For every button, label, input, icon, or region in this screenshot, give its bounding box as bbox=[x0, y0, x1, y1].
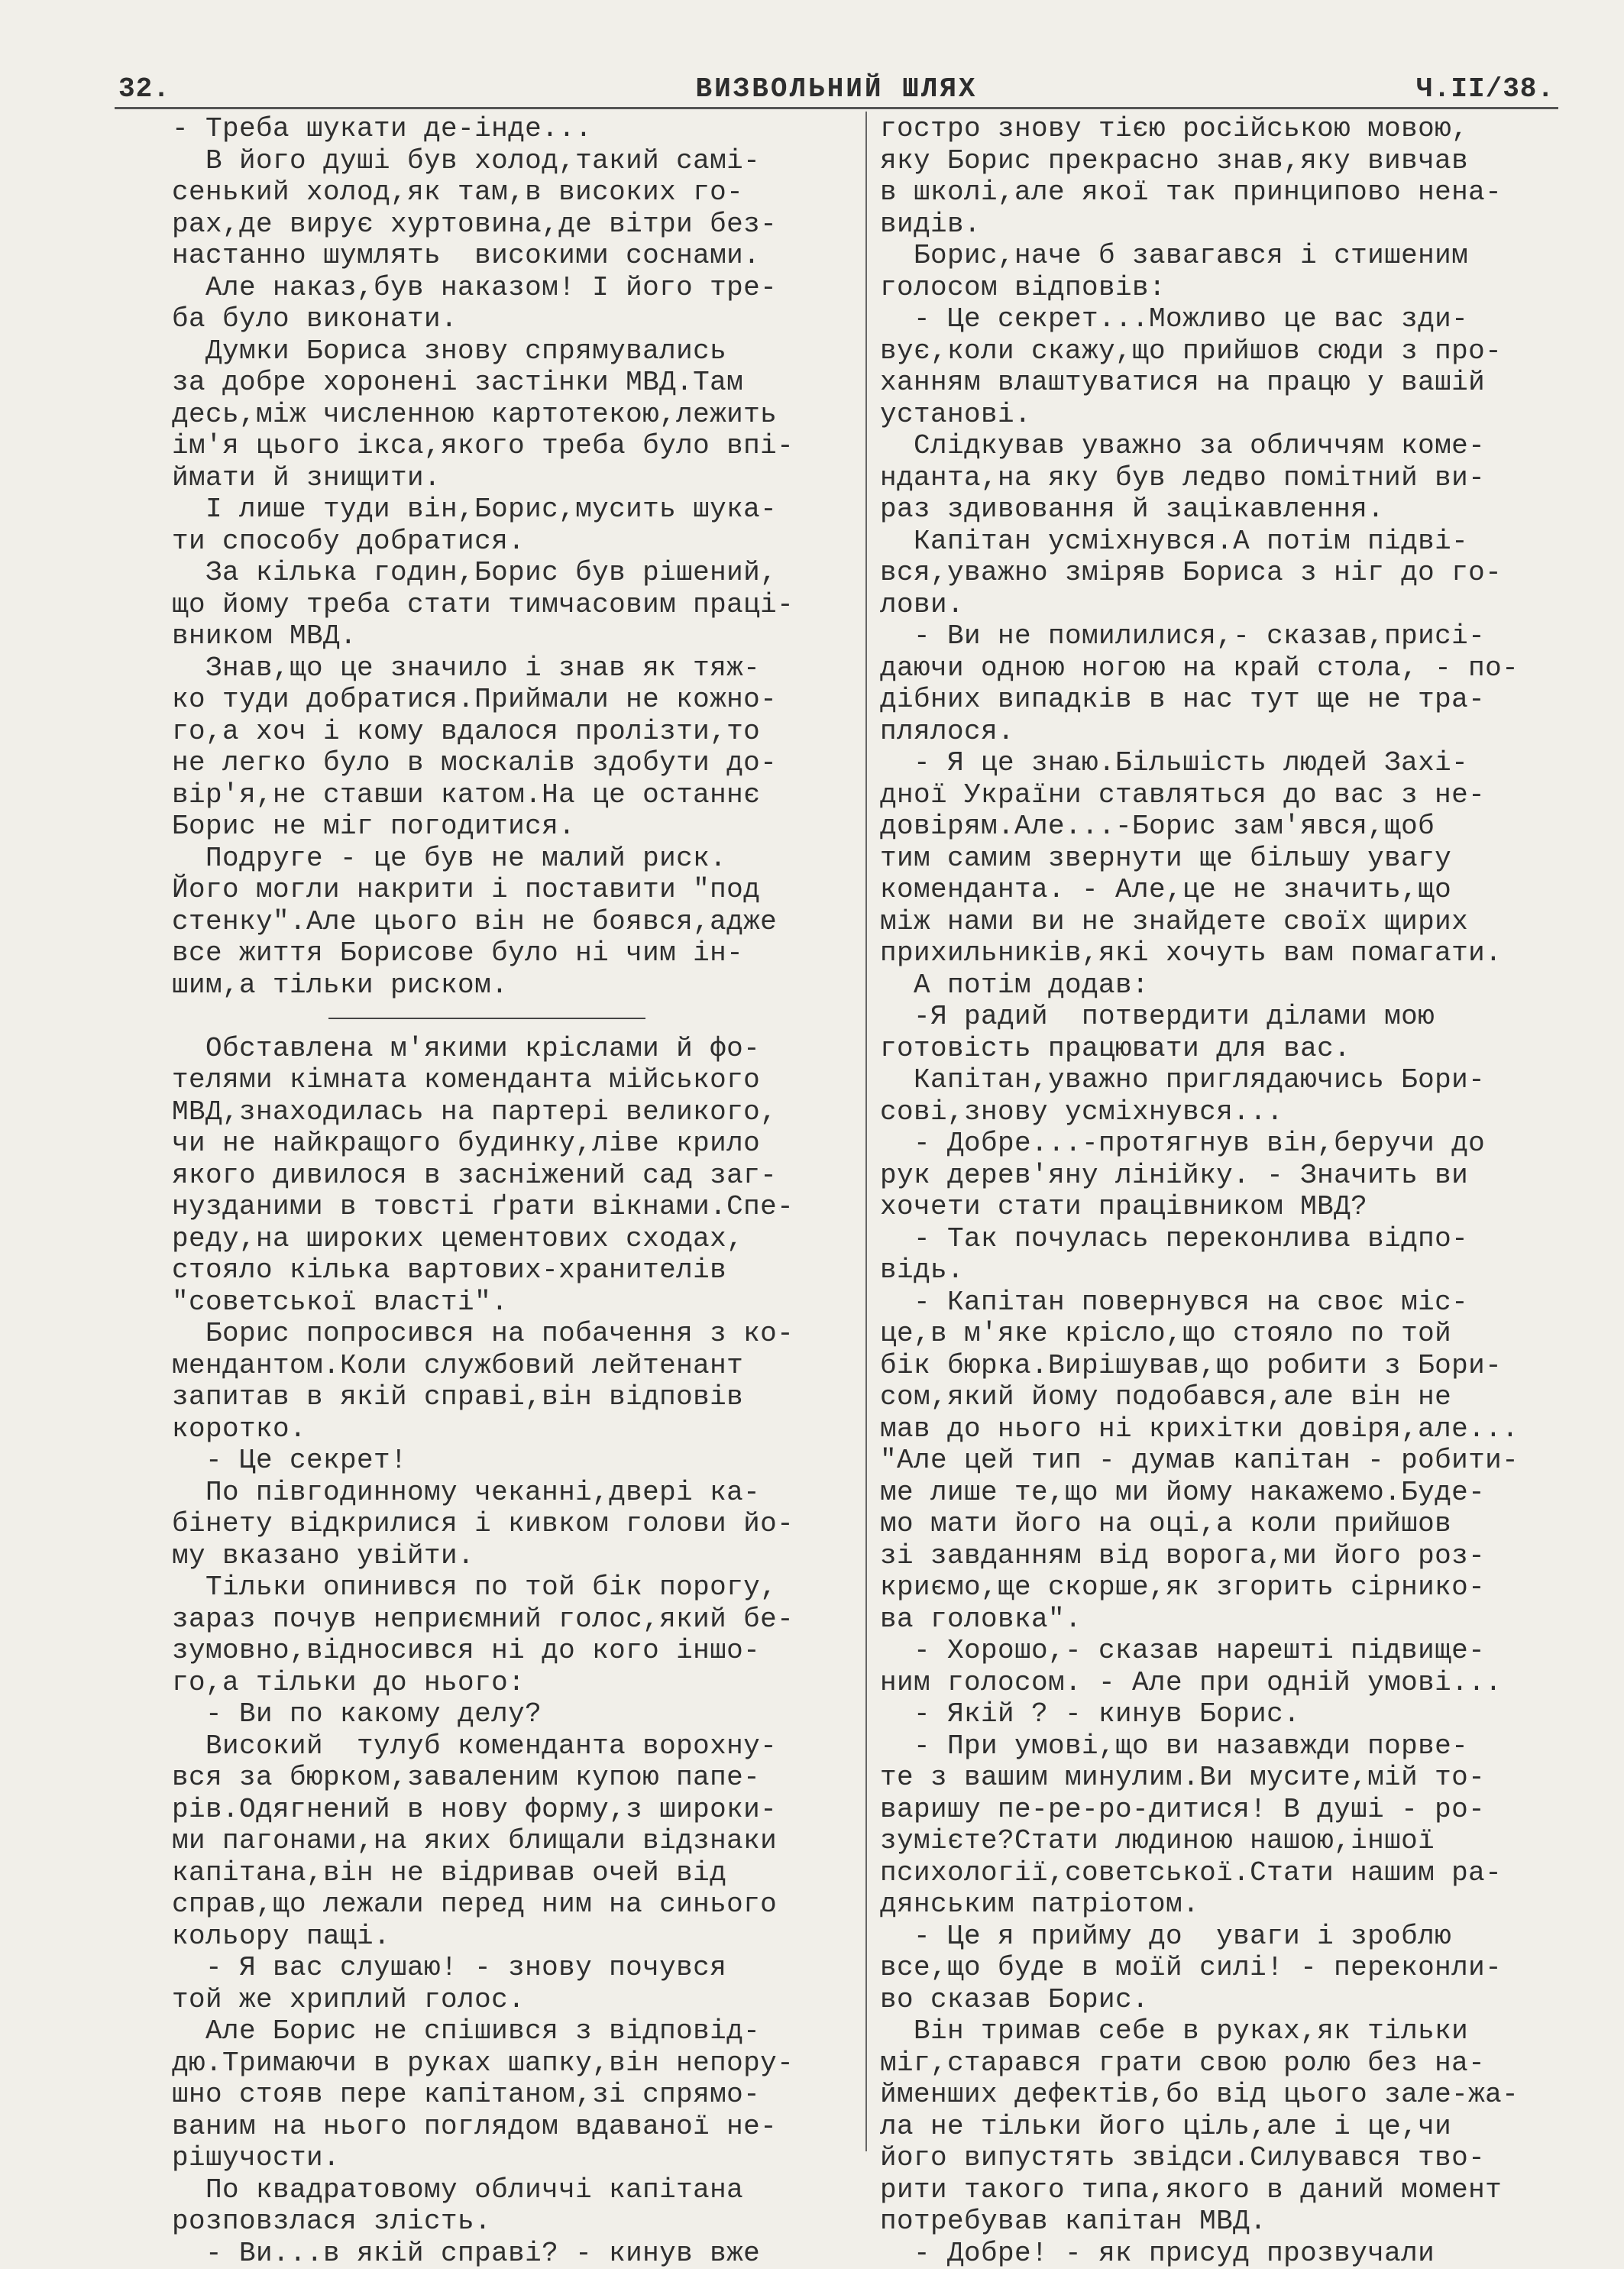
text-line: довірям.Але...-Борис зам'явся,щоб bbox=[880, 811, 1590, 843]
text-line: ймати й знищити. bbox=[172, 462, 859, 494]
text-line: телями кімната коменданта мійського bbox=[172, 1064, 859, 1096]
page-number: 32. bbox=[118, 73, 170, 105]
text-line: - Якій ? - кинув Борис. bbox=[880, 1698, 1590, 1730]
text-line: лови. bbox=[880, 589, 1590, 621]
text-line: ва головка". bbox=[880, 1604, 1590, 1636]
text-line: дної України ставляться до вас з не- bbox=[880, 779, 1590, 811]
text-line: - Добре...-протягнув він,беручи до bbox=[880, 1128, 1590, 1160]
text-line: вує,коли скажу,що прийшов сюди з про- bbox=[880, 335, 1590, 367]
text-line: той же хриплий голос. bbox=[172, 1984, 859, 2016]
text-line: Але наказ,був наказом! І його тре- bbox=[172, 272, 859, 304]
text-line: Він тримав себе в руках,як тільки bbox=[880, 2015, 1590, 2047]
text-line: Високий тулуб коменданта ворохну- bbox=[172, 1730, 859, 1762]
text-line: - Ви по какому делу? bbox=[172, 1698, 859, 1730]
text-line: вся за бюрком,заваленим купою папе- bbox=[172, 1762, 859, 1794]
text-line: мо мати його на оці,а коли прийшов bbox=[880, 1508, 1590, 1540]
text-line: не легко було в москалів здобути до- bbox=[172, 747, 859, 779]
text-line: якого дивилося в засніжений сад заг- bbox=[172, 1160, 859, 1192]
text-line: вір'я,не ставши катом.На це останнє bbox=[172, 779, 859, 811]
text-line: запитав в якій справі,він відповів bbox=[172, 1381, 859, 1413]
text-line: стенку".Але цього він не боявся,адже bbox=[172, 906, 859, 938]
text-line: нузданими в товсті ґрати вікнами.Спе- bbox=[172, 1191, 859, 1223]
text-line: ханням влаштуватися на працю у вашій bbox=[880, 367, 1590, 399]
text-line: рішучости. bbox=[172, 2142, 859, 2174]
text-line: За кілька годин,Борис був рішений, bbox=[172, 557, 859, 589]
text-line: зумовно,відносився ні до кого іншо- bbox=[172, 1635, 859, 1667]
text-line: "советської власті". bbox=[172, 1287, 859, 1319]
text-line: - Хорошо,- сказав нарешті підвище- bbox=[880, 1635, 1590, 1667]
text-line: чи не найкращого будинку,ліве крило bbox=[172, 1128, 859, 1160]
text-line: го,а хоч і кому вдалося пролізти,то bbox=[172, 716, 859, 748]
text-line: криємо,ще скорше,як згорить сірнико- bbox=[880, 1571, 1590, 1604]
text-line: гостро знову тією російською мовою, bbox=[880, 113, 1590, 145]
text-line: - Треба шукати де-інде... bbox=[172, 113, 859, 145]
text-line: Думки Бориса знову спрямувались bbox=[172, 335, 859, 367]
text-line: ім'я цього ікса,якого треба було впі- bbox=[172, 430, 859, 462]
text-line: - Я це знаю.Більшість людей Захі- bbox=[880, 747, 1590, 779]
text-line: МВД,знаходилась на партері великого, bbox=[172, 1096, 859, 1128]
right-column bbox=[880, 113, 1590, 2145]
text-line: коменданта. - Але,це не значить,що bbox=[880, 874, 1590, 906]
journal-title: ВИЗВОЛЬНИЙ ШЛЯХ bbox=[118, 73, 1554, 105]
text-line: Але Борис не спішився з відповід- bbox=[172, 2015, 859, 2047]
text-line: По півгодинному чеканні,двері ка- bbox=[172, 1477, 859, 1509]
text-line: - Я вас слушаю! - знову почувся bbox=[172, 1952, 859, 1984]
text-line: все життя Борисове було ні чим ін- bbox=[172, 937, 859, 969]
text-line: готовість працювати для вас. bbox=[880, 1033, 1590, 1065]
text-line: за добре хоронені застінки МВД.Там bbox=[172, 367, 859, 399]
text-line: дібних випадків в нас тут ще не тра- bbox=[880, 684, 1590, 716]
text-line: ти способу добратися. bbox=[172, 526, 859, 558]
text-line: му вказано увійти. bbox=[172, 1540, 859, 1572]
text-line: - Ви...в якій справі? - кинув вже bbox=[172, 2238, 859, 2269]
text-line: раз здивовання й зацікавлення. bbox=[880, 494, 1590, 526]
text-line: ме лише те,що ми йому накажемо.Буде- bbox=[880, 1477, 1590, 1509]
text-line: установі. bbox=[880, 399, 1590, 431]
issue-number: Ч.II/38. bbox=[1416, 73, 1554, 105]
text-line: те з вашим минулим.Ви мусите,мій то- bbox=[880, 1762, 1590, 1794]
text-line: коротко. bbox=[172, 1413, 859, 1445]
text-line: що йому треба стати тимчасовим праці- bbox=[172, 589, 859, 621]
left-column bbox=[172, 113, 859, 2145]
text-line: - При умові,що ви назавжди порве- bbox=[880, 1730, 1590, 1762]
text-line: Борис не міг погодитися. bbox=[172, 811, 859, 843]
text-line: десь,між численною картотекою,лежить bbox=[172, 399, 859, 431]
text-line: зі завданням від ворога,ми його роз- bbox=[880, 1540, 1590, 1572]
text-line: даючи одною ногою на край стола, - по- bbox=[880, 652, 1590, 685]
page-header bbox=[118, 73, 1554, 107]
text-line: І лише туди він,Борис,мусить шука- bbox=[172, 494, 859, 526]
text-line: - Це секрет! bbox=[172, 1445, 859, 1477]
text-line: сові,знову усміхнувся... bbox=[880, 1096, 1590, 1128]
text-line: вся,уважно зміряв Бориса з ніг до го- bbox=[880, 557, 1590, 589]
text-line: - Це секрет...Можливо це вас зди- bbox=[880, 303, 1590, 335]
text-line: його випустять звідси.Силувався тво- bbox=[880, 2142, 1590, 2174]
text-line: В його душі був холод,такий самі- bbox=[172, 145, 859, 177]
text-line: ко туди добратися.Приймали не кожно- bbox=[172, 684, 859, 716]
text-line: нданта,на яку був ледво помітний ви- bbox=[880, 462, 1590, 494]
text-line: дю.Тримаючи в руках шапку,він непору- bbox=[172, 2047, 859, 2080]
text-line: рук дерев'яну лінійку. - Значить ви bbox=[880, 1160, 1590, 1192]
text-line: справ,що лежали перед ним на синього bbox=[172, 1889, 859, 1921]
text-line: Борис,наче б завагався і стишеним bbox=[880, 240, 1590, 272]
text-line: Капітан усміхнувся.А потім підві- bbox=[880, 526, 1590, 558]
text-line: голосом відповів: bbox=[880, 272, 1590, 304]
text-line: Борис попросився на побачення з ко- bbox=[172, 1318, 859, 1350]
text-line: во сказав Борис. bbox=[880, 1984, 1590, 2016]
text-line: По квадратовому обличчі капітана bbox=[172, 2174, 859, 2206]
text-line: бінету відкрилися і кивком голови йо- bbox=[172, 1508, 859, 1540]
text-line: рити такого типа,якого в даний момент bbox=[880, 2174, 1590, 2206]
text-line: го,а тільки до нього: bbox=[172, 1667, 859, 1699]
text-line: - Ви не помилилися,- сказав,присі- bbox=[880, 620, 1590, 652]
text-line: йменших дефектів,бо від цього зале-жа- bbox=[880, 2079, 1590, 2111]
text-line: шно стояв пере капітаном,зі спрямо- bbox=[172, 2079, 859, 2111]
text-line: зумієте?Стати людиною нашою,іншої bbox=[880, 1825, 1590, 1857]
text-line: ми пагонами,на яких блищали відзнаки bbox=[172, 1825, 859, 1857]
text-line: бік бюрка.Вирішував,що робити з Бори- bbox=[880, 1350, 1590, 1382]
text-line: "Але цей тип - думав капітан - робити- bbox=[880, 1445, 1590, 1477]
text-line: міг,старався грати свою ролю без на- bbox=[880, 2047, 1590, 2080]
text-line: дянським патріотом. bbox=[880, 1889, 1590, 1921]
text-line: варишу пе-ре-ро-дитися! В душі - ро- bbox=[880, 1794, 1590, 1826]
text-line: вником МВД. bbox=[172, 620, 859, 652]
column-divider bbox=[865, 112, 867, 2151]
section-separator bbox=[172, 1001, 859, 1033]
text-line: тим самим звернути ще більшу увагу bbox=[880, 843, 1590, 875]
text-line: ним голосом. - Але при одній умові... bbox=[880, 1667, 1590, 1699]
text-line: розповзлася злість. bbox=[172, 2206, 859, 2238]
text-line: сом,який йому подобався,але він не bbox=[880, 1381, 1590, 1413]
text-line: мендантом.Коли службовий лейтенант bbox=[172, 1350, 859, 1382]
text-line: Подруге - це був не малий риск. bbox=[172, 843, 859, 875]
text-line: капітана,він не відривав очей від bbox=[172, 1857, 859, 1889]
text-line: сенький холод,як там,в високих го- bbox=[172, 176, 859, 209]
text-line: прихильників,які хочуть вам помагати. bbox=[880, 937, 1590, 969]
text-line: Слідкував уважно за обличчям коме- bbox=[880, 430, 1590, 462]
text-line: стояло кілька вартових-хранителів bbox=[172, 1254, 859, 1287]
text-line: мав до нього ні крихітки довіря,але... bbox=[880, 1413, 1590, 1445]
text-line: зараз почув неприємний голос,який бе- bbox=[172, 1604, 859, 1636]
text-line: -Я радий потвердити ділами мою bbox=[880, 1001, 1590, 1033]
text-line: видів. bbox=[880, 209, 1590, 241]
text-line: плялося. bbox=[880, 716, 1590, 748]
text-line: кольору пащі. bbox=[172, 1921, 859, 1953]
text-line: - Так почулась переконлива відпо- bbox=[880, 1223, 1590, 1255]
text-line: реду,на широких цементових сходах, bbox=[172, 1223, 859, 1255]
text-line: психології,советської.Стати нашим ра- bbox=[880, 1857, 1590, 1889]
text-line: шим,а тільки риском. bbox=[172, 969, 859, 1002]
text-line: ла не тільки його ціль,але і це,чи bbox=[880, 2111, 1590, 2143]
text-line: А потім додав: bbox=[880, 969, 1590, 1002]
text-line: Обставлена м'якими кріслами й фо- bbox=[172, 1033, 859, 1065]
text-line: Тільки опинився по той бік порогу, bbox=[172, 1571, 859, 1604]
text-line: яку Борис прекрасно знав,яку вивчав bbox=[880, 145, 1590, 177]
text-line: - Добре! - як присуд прозвучали bbox=[880, 2238, 1590, 2269]
text-line: відь. bbox=[880, 1254, 1590, 1287]
text-line: рів.Одягнений в нову форму,з широки- bbox=[172, 1794, 859, 1826]
text-line: Його могли накрити і поставити "под bbox=[172, 874, 859, 906]
text-line: ба було виконати. bbox=[172, 303, 859, 335]
text-line: Капітан,уважно приглядаючись Бори- bbox=[880, 1064, 1590, 1096]
text-line: потребував капітан МВД. bbox=[880, 2206, 1590, 2238]
text-line: рах,де вирує хуртовина,де вітри без- bbox=[172, 209, 859, 241]
text-line: - Це я прийму до уваги і зроблю bbox=[880, 1921, 1590, 1953]
header-rule bbox=[115, 107, 1558, 109]
text-line: - Капітан повернувся на своє міс- bbox=[880, 1287, 1590, 1319]
text-line: це,в м'яке крісло,що стояло по той bbox=[880, 1318, 1590, 1350]
text-line: настанно шумлять високими соснами. bbox=[172, 240, 859, 272]
text-line: хочети стати працівником МВД? bbox=[880, 1191, 1590, 1223]
text-line: ваним на нього поглядом вдаваної не- bbox=[172, 2111, 859, 2143]
text-line: між нами ви не знайдете своїх щирих bbox=[880, 906, 1590, 938]
text-line: в школі,але якої так принципово нена- bbox=[880, 176, 1590, 209]
text-line: все,що буде в моїй силі! - переконли- bbox=[880, 1952, 1590, 1984]
text-line: Знав,що це значило і знав як тяж- bbox=[172, 652, 859, 685]
